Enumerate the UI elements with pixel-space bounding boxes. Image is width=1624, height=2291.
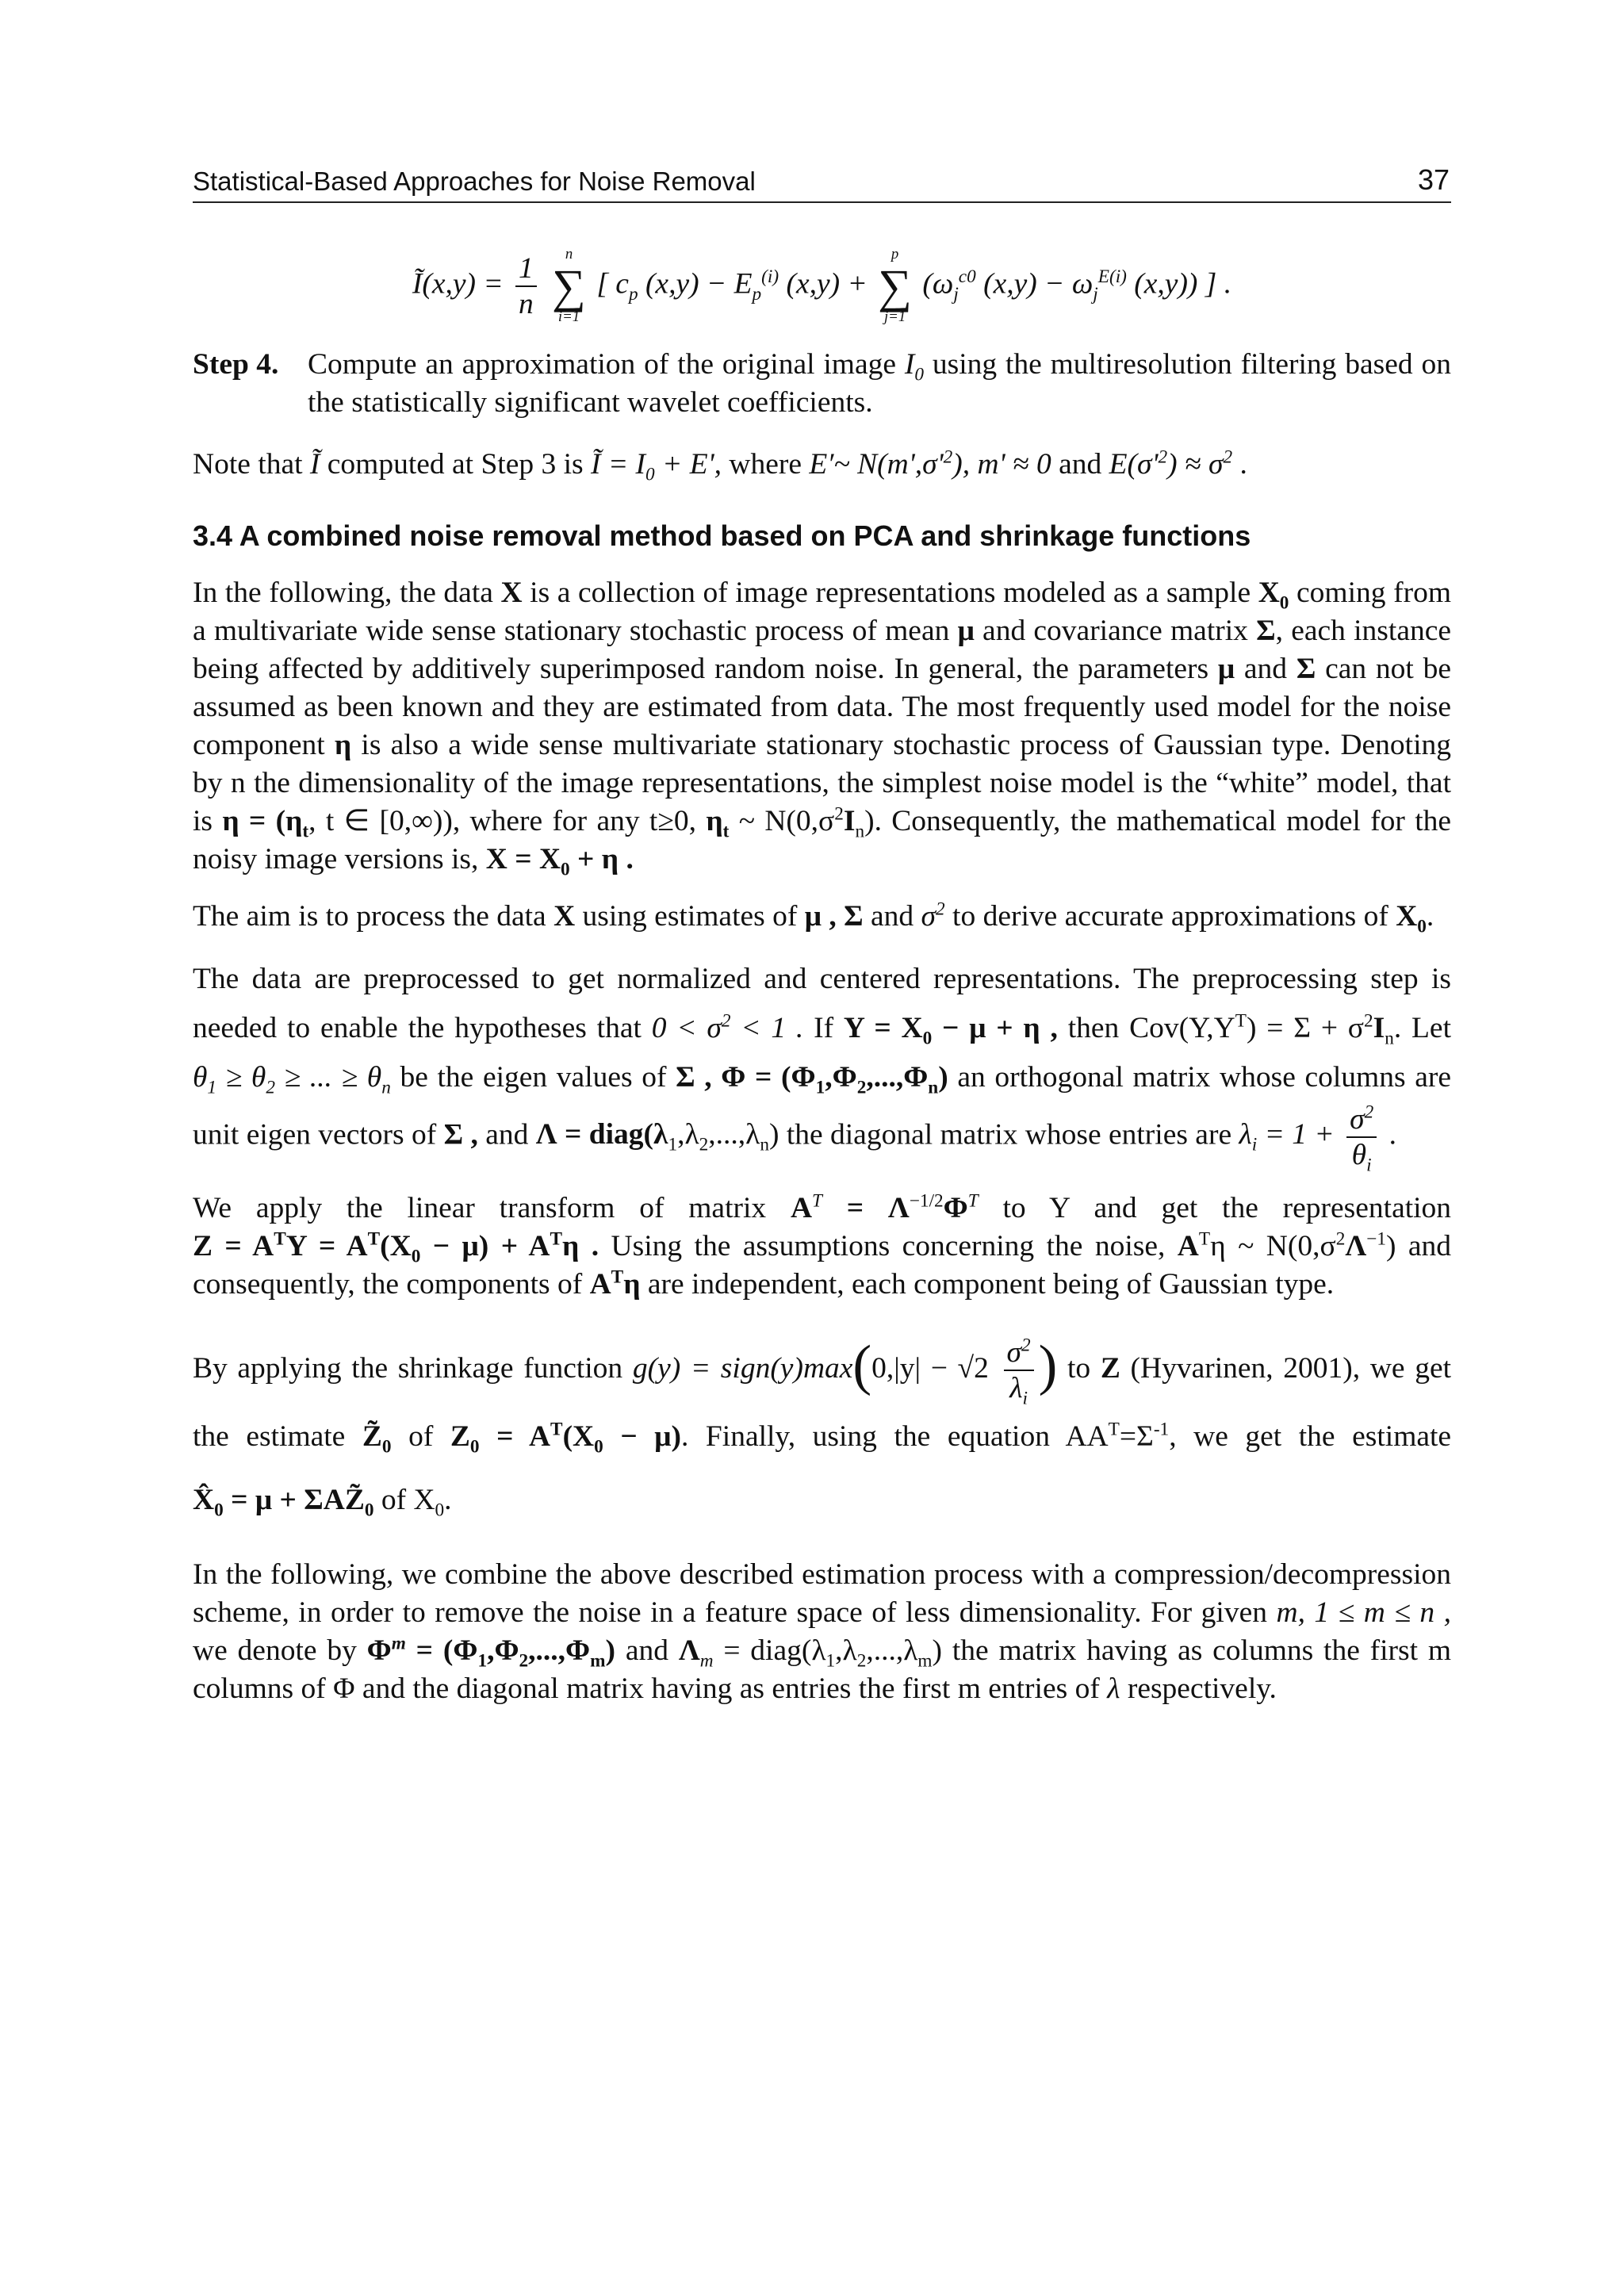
step-4: Step 4. Compute an approximation of the original image $I_0$ using the multiresolution filtering based on the statistically significant wavelet coefficients. (193, 346, 1451, 422)
paragraph-shrinkage: By applying the shrinkage function g(y) = sign(y)max(0,|y| − √2 $\frac{\sigma^2}{\lambda_i}$ ) to Z (Hyvarinen, 2001), we get the estimate $Z̃_0$ of $Z_0 = A^T(X_0 - \mu)$. Finally, using the equation $AA^T=\Sigma^{-1}$, we get the estimate $X̂_0 = \mu$ + $\Sigma AZ̃_0$ of $X_0$. (193, 1334, 1452, 1521)
paragraph-preprocessing: The data are preprocessed to get normalized and centered representations. The preprocessing step is needed to enable the hypotheses that $0 < \sigma^2 < 1$ . If $Y = X_0 - \mu + \eta$ , then $Cov(Y,Y^T) = \Sigma + \sigma^2I_n$. Let $\theta_1 \ge \theta_2$ ≥ ... ≥ $\theta_n$ be the eigen values of Σ , $\Phi = (\Phi_1,\Phi_2,...,\Phi_n)$ an orthogonal matrix whose columns are unit eigen vectors of Σ , and $\Lambda = diag(\lambda_1,\lambda_2,...,\lambda_n)$ the diagonal matrix whose entries are $\lambda_i = 1$ + $\frac{\sigma^2}{\theta_i}$ . (193, 962, 1451, 1176)
paragraph-model: In the following, the data X is a collection of image representations modeled as a sample $X_0$ coming from a multivariate wide sense stationary stochastic process of mean μ and covariance matrix Σ, each instance being affected by additively superimposed random noise. In general, the parameters μ and Σ can not be assumed as been known and they are estimated from data. The most frequently used model for the noise component η is also a wide sense multivariate stationary stochastic process of Gaussian type. Denoting by n the dimensionality of the image representations, the simplest noise model is the “white” model, that is $\eta = (\eta_t$, t ∈ [0,∞)), where for any t≥0, $\eta_t$ ~ $N(0,\sigma^2I_n)$. Consequently, the mathematical model for the noisy image versions is, $X = X_0 + \eta$ . (193, 576, 1452, 879)
running-title: Statistical-Based Approaches for Noise Removal (193, 167, 756, 196)
page-number: 37 (1417, 163, 1450, 196)
paragraph-linear-transform: We apply the linear transform of matrix $A^T = \Lambda^{-1/2}\Phi^T$ to Y and get the representation $Z = A^TY = A^T(X_0 - \mu) + A^T\eta$ . Using the assumptions concerning the noise, $A^T\eta$ ~ $N(0,\sigma^2\Lambda^{-1})$ and consequently, the components of $A^T\eta$ are independent, each component being of Gaussian type. (193, 1190, 1452, 1301)
summation-i: n ∑ i=1 (552, 246, 586, 325)
summation-j: p ∑ j=1 (878, 246, 912, 325)
fraction-1-over-n: $\frac{1}{n}$ (515, 251, 537, 321)
section-heading: 3.4 A combined noise removal method based on PCA and shrinkage functions (193, 519, 1251, 552)
paragraph-compression: In the following, we combine the above described estimation process with a compression/decompression scheme, in order to remove the noise in a feature space of less dimensionality. For given m, 1 ≤ m ≤ n , we denote by $\Phi^m = (\Phi_1,\Phi_2,...,\Phi_m)$ and $\Lambda_m$ = $diag(\lambda_1,\lambda_2,...,\lambda_m)$ the matrix having as columns the first m columns of Φ and the diagonal matrix having as entries the first m entries of λ respectively. (193, 1558, 1452, 1706)
fraction-sigma-over-lambda: $\frac{\sigma^2}{\lambda_i}$ (1004, 1335, 1034, 1405)
running-header (193, 163, 1451, 203)
note-paragraph: Note that Ĩ computed at Step 3 is Ĩ = $I_0 + E'$, where E′~ $N(m',\sigma'^2)$, m' ≈ 0 and $E(\sigma'^2) \approx \sigma^2$ . (193, 446, 1247, 485)
paragraph-aim: The aim is to process the data X using estimates of μ , Σ and $\sigma^2$ to derive accurate approximations of $X_0$. (193, 898, 1434, 937)
fraction-sigma-over-theta: $\frac{\sigma^2}{\theta_i}$ (1346, 1102, 1377, 1172)
equation-denoised-estimate: Ĩ(x,y) = $\frac{1}{n}$ n ∑ i=1 [ $c_p$ $(x,y) - E_p^{(i)}$ (x,y) + p ∑ j=1 ($\omega_j^{c0}$ $(x,y) - \omega_j^{E(i)}$ (x,y)) ] . (412, 246, 1232, 325)
page-body (193, 214, 1451, 1708)
step-4-label: Step 4. (193, 347, 279, 381)
